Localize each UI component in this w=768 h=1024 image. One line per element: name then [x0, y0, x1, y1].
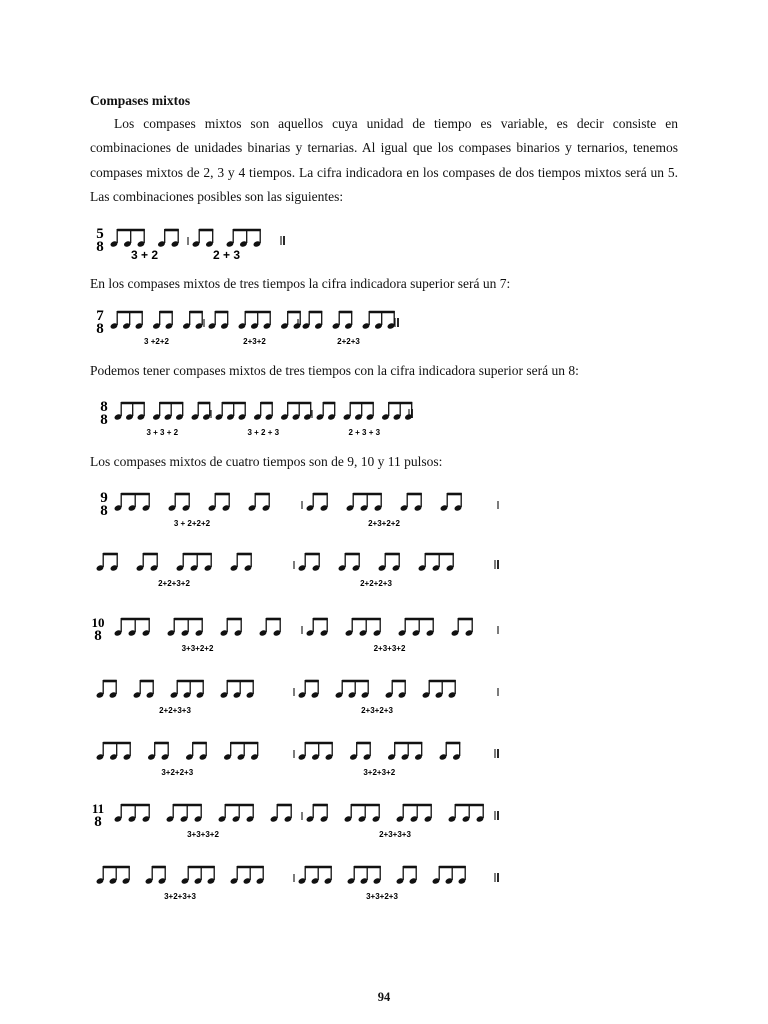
time-signature-bottom: 8 [94, 814, 102, 830]
rhythm-line-ex-7-8 [96, 308, 398, 346]
rhythm-line-ex-8-8 [100, 399, 413, 437]
grouping-label: 2 + 3 + 3 [348, 428, 381, 437]
grouping-label: 2+2+3+3 [159, 706, 191, 715]
grouping-label: 3 + 2 + 3 [247, 428, 280, 437]
rhythm-line-ex-9-8-a [100, 490, 498, 528]
grouping-label: 3+3+2+3 [366, 892, 398, 901]
section-heading: Compases mixtos [90, 93, 191, 108]
time-signature-bottom: 8 [96, 321, 104, 337]
grouping-label: 3 + 2+2+2 [173, 519, 211, 528]
time-signature-top: 5 [96, 226, 104, 242]
grouping-label: 2+2+3+2 [158, 579, 190, 588]
rhythm-line-ex-10-8-c [96, 742, 498, 777]
grouping-label: 3+2+3+2 [363, 768, 396, 777]
rhythm-line-ex-11-8-a [92, 801, 498, 839]
time-signature-bottom: 8 [94, 628, 102, 644]
grouping-label: 3+3+2+2 [181, 644, 214, 653]
caption-eight-eight: Podemos tener compases mixtos de tres tiempos con la cifra indicadora superior será un 8: [90, 363, 579, 378]
grouping-label: 3 + 2 [130, 248, 159, 262]
time-signature-top: 8 [100, 399, 108, 415]
rhythm-line-ex-5-8 [96, 226, 284, 262]
caption-four-beats: Los compases mixtos de cuatro tiempos son de 9, 10 y 11 pulsos: [90, 454, 443, 469]
grouping-label: 2+3+2 [243, 337, 266, 346]
time-signature-bottom: 8 [100, 412, 108, 428]
grouping-label: 3 + 3 + 2 [146, 428, 179, 437]
grouping-label: 3+2+3+3 [164, 892, 196, 901]
grouping-label: 3+2+2+3 [161, 768, 194, 777]
grouping-label: 2+3+2+2 [368, 519, 400, 528]
grouping-label: 2+3+2+3 [361, 706, 393, 715]
grouping-label: 3 +2+2 [144, 337, 169, 346]
grouping-label: 2+3+3+3 [379, 830, 411, 839]
grouping-label: 2+3+3+2 [373, 644, 406, 653]
time-signature-top: 10 [91, 615, 105, 630]
rhythm-line-ex-10-8-b [96, 680, 498, 715]
grouping-label: 2+2+3 [337, 337, 360, 346]
intro-paragraph: Los compases mixtos son aquellos cuya unidad de tiempo es variable, es decir consiste en combinaciones de unidades binarias y ternarias. Al igual que los compases binarios y ternarios, tenemos compases mixtos de 2, 3 y 4 tiempos. La cifra indicadora en los compases de dos tiempos mixtos será un 5. Las combinaciones posibles son las siguientes: [90, 116, 678, 205]
rhythm-line-ex-10-8-a [92, 615, 499, 653]
page-number: 94 [377, 990, 391, 1004]
rhythm-line-ex-11-8-b [96, 866, 498, 901]
caption-seven-eight: En los compases mixtos de tres tiempos la cifra indicadora superior será un 7: [90, 276, 511, 291]
grouping-label: 2 + 3 [212, 248, 241, 262]
time-signature-top: 7 [96, 308, 104, 324]
grouping-label: 2+2+2+3 [360, 579, 392, 588]
time-signature-bottom: 8 [96, 239, 104, 255]
rhythm-line-ex-9-8-b [96, 553, 498, 588]
time-signature-top: 9 [100, 490, 108, 506]
time-signature-top: 11 [91, 801, 105, 816]
time-signature-bottom: 8 [100, 503, 108, 519]
grouping-label: 3+3+3+2 [187, 830, 219, 839]
